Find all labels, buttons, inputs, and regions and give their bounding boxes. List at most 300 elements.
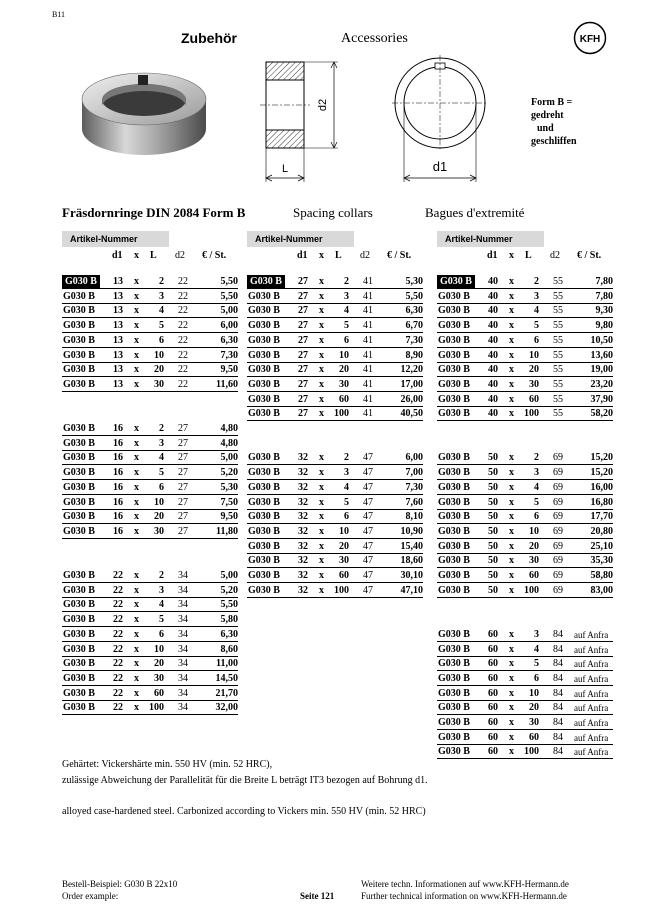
cell-price: 5,20 [220, 584, 238, 596]
cell-x: x [509, 540, 514, 552]
header-x: x [134, 250, 139, 261]
cell-L: 30 [529, 378, 539, 390]
header-x: x [319, 250, 324, 261]
cell-d2: 55 [553, 364, 563, 376]
cell-x: x [319, 378, 324, 390]
table-row [437, 554, 613, 568]
table-row [437, 643, 613, 657]
cell-article: G030 B [438, 555, 470, 567]
cell-d1: 32 [298, 525, 308, 537]
header-price: € / St. [202, 250, 227, 261]
header-L: L [150, 250, 157, 261]
cell-d2: 47 [363, 570, 373, 581]
cell-article: G030 B [63, 570, 95, 581]
cell-d1: 50 [488, 584, 498, 596]
cell-L: 30 [339, 378, 349, 390]
cell-d1: 22 [113, 643, 123, 655]
cell-d2: 34 [178, 614, 188, 626]
cell-x: x [509, 481, 514, 493]
cell-d1: 40 [488, 334, 498, 346]
cell-L: 10 [339, 525, 349, 537]
cell-price: auf Anfra [574, 644, 609, 655]
info-link-en[interactable]: Further technical information on www.KFH-Hermann.de [361, 891, 567, 901]
table-row [62, 701, 238, 715]
cell-d1: 40 [488, 349, 498, 361]
cell-d2: 47 [363, 511, 373, 523]
cell-price: 26,00 [400, 393, 423, 405]
cell-article: G030 B [248, 540, 280, 552]
header-d1: d1 [487, 250, 498, 261]
cell-d2: 27 [178, 481, 188, 493]
article-number-header: Artikel-Nummer [62, 231, 169, 247]
cell-price: 37,90 [590, 393, 613, 405]
cell-x: x [134, 511, 139, 523]
cell-x: x [509, 378, 514, 390]
cell-article: G030 B [438, 305, 470, 317]
cell-d1: 22 [113, 672, 123, 684]
cell-x: x [509, 717, 514, 728]
cell-x: x [509, 643, 514, 655]
cell-x: x [509, 570, 514, 581]
cell-L: 5 [159, 614, 164, 626]
cell-article: G030 B [248, 393, 280, 405]
table-row [62, 363, 238, 377]
cell-price: 6,70 [405, 320, 423, 332]
table-row [247, 525, 423, 539]
cell-article: G030 B [63, 511, 95, 523]
cell-x: x [319, 525, 324, 537]
cell-L: 100 [524, 408, 539, 420]
cell-d2: 34 [178, 570, 188, 581]
cell-x: x [319, 452, 324, 464]
cell-price: 14,50 [215, 672, 238, 684]
cell-L: 2 [534, 276, 539, 287]
cell-price: 9,50 [220, 364, 238, 376]
cell-d2: 84 [553, 628, 563, 640]
table-row [437, 569, 613, 583]
cell-price: 15,20 [590, 467, 613, 479]
cell-article: G030 B [438, 702, 470, 714]
cell-price: 21,70 [215, 687, 238, 699]
table-row [437, 466, 613, 480]
table-row [62, 657, 238, 671]
cell-article: G030 B [63, 643, 95, 655]
cell-x: x [134, 599, 139, 611]
cell-article: G030 B [248, 511, 280, 523]
cell-d2: 22 [178, 290, 188, 302]
cell-d1: 27 [298, 349, 308, 361]
table-row [247, 304, 423, 318]
cell-L: 4 [534, 481, 539, 493]
cell-d2: 34 [178, 599, 188, 611]
cell-L: 2 [159, 276, 164, 287]
cell-L: 10 [529, 349, 539, 361]
header-d1: d1 [297, 250, 308, 261]
cell-L: 60 [339, 393, 349, 405]
cell-x: x [509, 290, 514, 302]
cell-L: 10 [529, 525, 539, 537]
cell-L: 3 [159, 437, 164, 449]
cell-d1: 40 [488, 364, 498, 376]
cell-price: auf Anfra [574, 688, 609, 699]
cell-d2: 47 [363, 555, 373, 567]
cell-x: x [509, 452, 514, 464]
info-link-de[interactable]: Weitere techn. Informationen auf www.KFH-Hermann.de [361, 879, 569, 889]
cell-d1: 16 [113, 437, 123, 449]
cell-d1: 13 [113, 334, 123, 346]
cell-article: G030 B [248, 320, 280, 332]
table-row [62, 319, 238, 333]
cell-x: x [134, 378, 139, 390]
cell-L: 5 [159, 320, 164, 332]
cell-price: 7,50 [220, 496, 238, 508]
cell-x: x [509, 349, 514, 361]
cell-price: 7,00 [405, 467, 423, 479]
article-number-header: Artikel-Nummer [437, 231, 544, 247]
header-d2: d2 [175, 250, 185, 261]
cell-price: 32,00 [215, 702, 238, 714]
cell-d2: 41 [363, 364, 373, 376]
cell-article: G030 B [438, 364, 470, 376]
table-row [247, 290, 423, 304]
cell-x: x [319, 540, 324, 552]
cell-L: 5 [344, 496, 349, 508]
cell-article: G030 B [248, 349, 280, 361]
cell-d2: 69 [553, 525, 563, 537]
cell-d1: 60 [488, 672, 498, 684]
cell-L: 2 [534, 452, 539, 464]
cell-x: x [134, 672, 139, 684]
cell-L: 60 [339, 570, 349, 581]
cell-article: G030 B [438, 584, 470, 596]
header-L: L [525, 250, 532, 261]
cell-article: G030 B [438, 570, 470, 581]
table-row [62, 378, 238, 392]
cell-x: x [134, 276, 139, 287]
cell-L: 100 [334, 584, 349, 596]
cell-L: 20 [529, 364, 539, 376]
cell-price: auf Anfra [574, 659, 609, 670]
cell-article: G030 B [438, 628, 470, 640]
table-row [437, 716, 613, 730]
cell-d1: 16 [113, 452, 123, 464]
table-row [62, 672, 238, 686]
cell-article: G030 B [438, 290, 470, 302]
cell-x: x [134, 614, 139, 626]
cell-L: 2 [159, 570, 164, 581]
cell-x: x [319, 364, 324, 376]
cell-d1: 50 [488, 540, 498, 552]
cell-price: 15,40 [400, 540, 423, 552]
cell-L: 20 [339, 540, 349, 552]
cell-x: x [319, 408, 324, 420]
table-row [437, 481, 613, 495]
cell-L: 100 [149, 702, 164, 714]
table-row [437, 496, 613, 510]
table-row [62, 275, 238, 289]
cell-d2: 69 [553, 555, 563, 567]
cell-x: x [134, 423, 139, 434]
cell-d2: 69 [553, 481, 563, 493]
cell-L: 100 [524, 584, 539, 596]
header-d2: d2 [360, 250, 370, 261]
cell-price: 12,20 [400, 364, 423, 376]
cell-x: x [509, 334, 514, 346]
cell-d1: 32 [298, 570, 308, 581]
cell-L: 10 [154, 496, 164, 508]
cell-d2: 55 [553, 276, 563, 287]
material-note-en: alloyed case-hardened steel. Carbonized according to Vickers min. 550 HV (min. 52 HRC) [62, 806, 426, 817]
cell-L: 6 [159, 628, 164, 640]
cell-article: G030 B [63, 702, 95, 714]
cell-d2: 27 [178, 467, 188, 479]
cell-article: G030 B [63, 599, 95, 611]
cell-x: x [134, 452, 139, 464]
cell-d1: 60 [488, 717, 498, 728]
cell-d1: 13 [113, 349, 123, 361]
cell-L: 3 [159, 290, 164, 302]
cell-d2: 27 [178, 452, 188, 464]
table-row [437, 525, 613, 539]
cell-L: 20 [529, 702, 539, 714]
kfh-logo-icon [573, 21, 607, 55]
table-row [62, 510, 238, 524]
table-row [62, 422, 238, 436]
cell-d1: 16 [113, 481, 123, 493]
cell-L: 2 [344, 276, 349, 287]
cell-article: G030 B [63, 687, 95, 699]
cell-x: x [134, 628, 139, 640]
cell-article: G030 B [63, 672, 95, 684]
cell-x: x [134, 467, 139, 479]
cell-price: 7,80 [595, 290, 613, 302]
cell-d2: 84 [553, 672, 563, 684]
cell-article: G030 B [63, 584, 95, 596]
cell-L: 5 [344, 320, 349, 332]
cell-d1: 40 [488, 290, 498, 302]
table-row [437, 584, 613, 598]
cell-price: 8,60 [220, 643, 238, 655]
cell-L: 6 [159, 481, 164, 493]
cell-d1: 16 [113, 525, 123, 537]
cell-x: x [319, 276, 324, 287]
table-row [62, 481, 238, 495]
table-row [437, 701, 613, 715]
cell-x: x [319, 320, 324, 332]
cell-price: 10,90 [400, 525, 423, 537]
cell-article: G030 B [63, 481, 95, 493]
cell-d1: 32 [298, 481, 308, 493]
cell-L: 6 [534, 672, 539, 684]
cell-article: G030 B [63, 614, 95, 626]
cell-price: 6,30 [220, 334, 238, 346]
cell-d2: 47 [363, 496, 373, 508]
cell-article: G030 B [438, 717, 470, 728]
cell-L: 60 [154, 687, 164, 699]
cell-article: G030 B [248, 570, 280, 581]
cell-price: 5,50 [220, 599, 238, 611]
cell-L: 6 [534, 511, 539, 523]
cell-L: 30 [529, 555, 539, 567]
cell-L: 5 [534, 658, 539, 670]
table-row [437, 657, 613, 671]
cell-d2: 84 [553, 702, 563, 714]
cell-L: 10 [529, 687, 539, 699]
table-row [437, 363, 613, 377]
cell-price: 83,00 [590, 584, 613, 596]
cell-price: 35,30 [590, 555, 613, 567]
cell-d2: 41 [363, 349, 373, 361]
cell-d2: 34 [178, 687, 188, 699]
cell-price: 23,20 [590, 378, 613, 390]
table-row [247, 275, 423, 289]
cell-d1: 60 [488, 731, 498, 743]
cell-L: 3 [534, 467, 539, 479]
table-row [437, 672, 613, 686]
cell-d2: 55 [553, 305, 563, 317]
cell-article: G030 B [63, 290, 95, 302]
cell-d1: 60 [488, 702, 498, 714]
cell-d1: 40 [488, 408, 498, 420]
cell-x: x [319, 511, 324, 523]
cell-L: 5 [534, 496, 539, 508]
cell-x: x [134, 334, 139, 346]
cell-article: G030 B [438, 658, 470, 670]
cell-article: G030 B [438, 378, 470, 390]
cell-d2: 34 [178, 672, 188, 684]
cell-x: x [134, 320, 139, 332]
cell-d2: 34 [178, 643, 188, 655]
cell-d2: 69 [553, 496, 563, 508]
cell-L: 20 [339, 364, 349, 376]
cell-L: 5 [159, 467, 164, 479]
cell-price: auf Anfra [574, 673, 609, 684]
cell-x: x [134, 290, 139, 302]
cell-d2: 47 [363, 467, 373, 479]
d2-label: d2 [317, 98, 329, 112]
cell-d2: 69 [553, 452, 563, 464]
cell-price: auf Anfra [574, 629, 609, 640]
cell-L: 3 [344, 290, 349, 302]
table-row [62, 687, 238, 701]
cell-d2: 22 [178, 305, 188, 317]
cell-price: 47,10 [400, 584, 423, 596]
table-row [62, 643, 238, 657]
order-example-en: Order example: [62, 891, 119, 901]
cell-L: 100 [524, 746, 539, 758]
cell-d1: 32 [298, 467, 308, 479]
cell-d2: 69 [553, 511, 563, 523]
cell-x: x [319, 393, 324, 405]
cell-article: G030 B [63, 496, 95, 508]
table-row [247, 451, 423, 465]
cell-d1: 16 [113, 496, 123, 508]
cell-d2: 34 [178, 584, 188, 596]
cell-d2: 47 [363, 540, 373, 552]
cell-article: G030 B [438, 672, 470, 684]
cell-L: 60 [529, 570, 539, 581]
cell-x: x [509, 628, 514, 640]
cell-price: 7,30 [405, 481, 423, 493]
cell-d2: 55 [553, 320, 563, 332]
cell-article: G030 B [248, 525, 280, 537]
cell-x: x [509, 525, 514, 537]
cell-price: 16,80 [590, 496, 613, 508]
cell-d1: 22 [113, 570, 123, 581]
cell-d2: 22 [178, 364, 188, 376]
cell-article: G030 B [438, 525, 470, 537]
cell-price: auf Anfra [574, 718, 609, 728]
L-label: L [281, 163, 289, 175]
cell-d1: 40 [488, 393, 498, 405]
cell-L: 3 [159, 584, 164, 596]
cell-article: G030 B [63, 334, 95, 346]
cell-article: G030 B [63, 628, 95, 640]
cell-d2: 22 [178, 276, 188, 287]
table-row [437, 628, 613, 642]
table-row [247, 363, 423, 377]
cell-d1: 32 [298, 555, 308, 567]
cell-x: x [319, 349, 324, 361]
cell-article: G030 B [248, 496, 280, 508]
table-row [247, 481, 423, 495]
parallelism-note-de: zulässige Abweichung der Parallelität für die Breite L beträgt IT3 bezogen auf Bohrung d1. [62, 775, 428, 786]
cell-x: x [134, 437, 139, 449]
table-row [62, 496, 238, 510]
cell-L: 60 [529, 731, 539, 743]
cell-L: 3 [534, 290, 539, 302]
cell-article: G030 B [248, 555, 280, 567]
cell-L: 4 [159, 599, 164, 611]
cell-d2: 69 [553, 570, 563, 581]
cell-d2: 22 [178, 334, 188, 346]
cell-L: 4 [344, 305, 349, 317]
cell-L: 6 [344, 511, 349, 523]
cell-x: x [319, 334, 324, 346]
cell-x: x [509, 364, 514, 376]
table-row [437, 407, 613, 421]
cell-L: 5 [534, 320, 539, 332]
cell-L: 20 [529, 540, 539, 552]
table-row [247, 349, 423, 363]
table-row [437, 687, 613, 701]
cell-d1: 27 [298, 334, 308, 346]
cell-d2: 47 [363, 452, 373, 464]
cell-L: 30 [339, 555, 349, 567]
cell-x: x [319, 467, 324, 479]
cell-d1: 27 [298, 408, 308, 420]
cell-d2: 84 [553, 687, 563, 699]
cell-d1: 16 [113, 423, 123, 434]
cell-price: 18,60 [400, 555, 423, 567]
cell-x: x [134, 496, 139, 508]
form-note-line-1: Form B = [531, 97, 573, 108]
cell-d2: 41 [363, 305, 373, 317]
cell-x: x [509, 276, 514, 287]
cell-d2: 84 [553, 658, 563, 670]
cell-d1: 60 [488, 746, 498, 758]
cell-x: x [134, 570, 139, 581]
cell-L: 20 [154, 658, 164, 670]
order-example-de: Bestell-Beispiel: G030 B 22x10 [62, 879, 178, 889]
cell-d2: 41 [363, 334, 373, 346]
table-row [247, 319, 423, 333]
cell-L: 3 [534, 628, 539, 640]
table-row [437, 510, 613, 524]
cell-price: 16,00 [590, 481, 613, 493]
cell-d1: 32 [298, 584, 308, 596]
cell-L: 6 [344, 334, 349, 346]
